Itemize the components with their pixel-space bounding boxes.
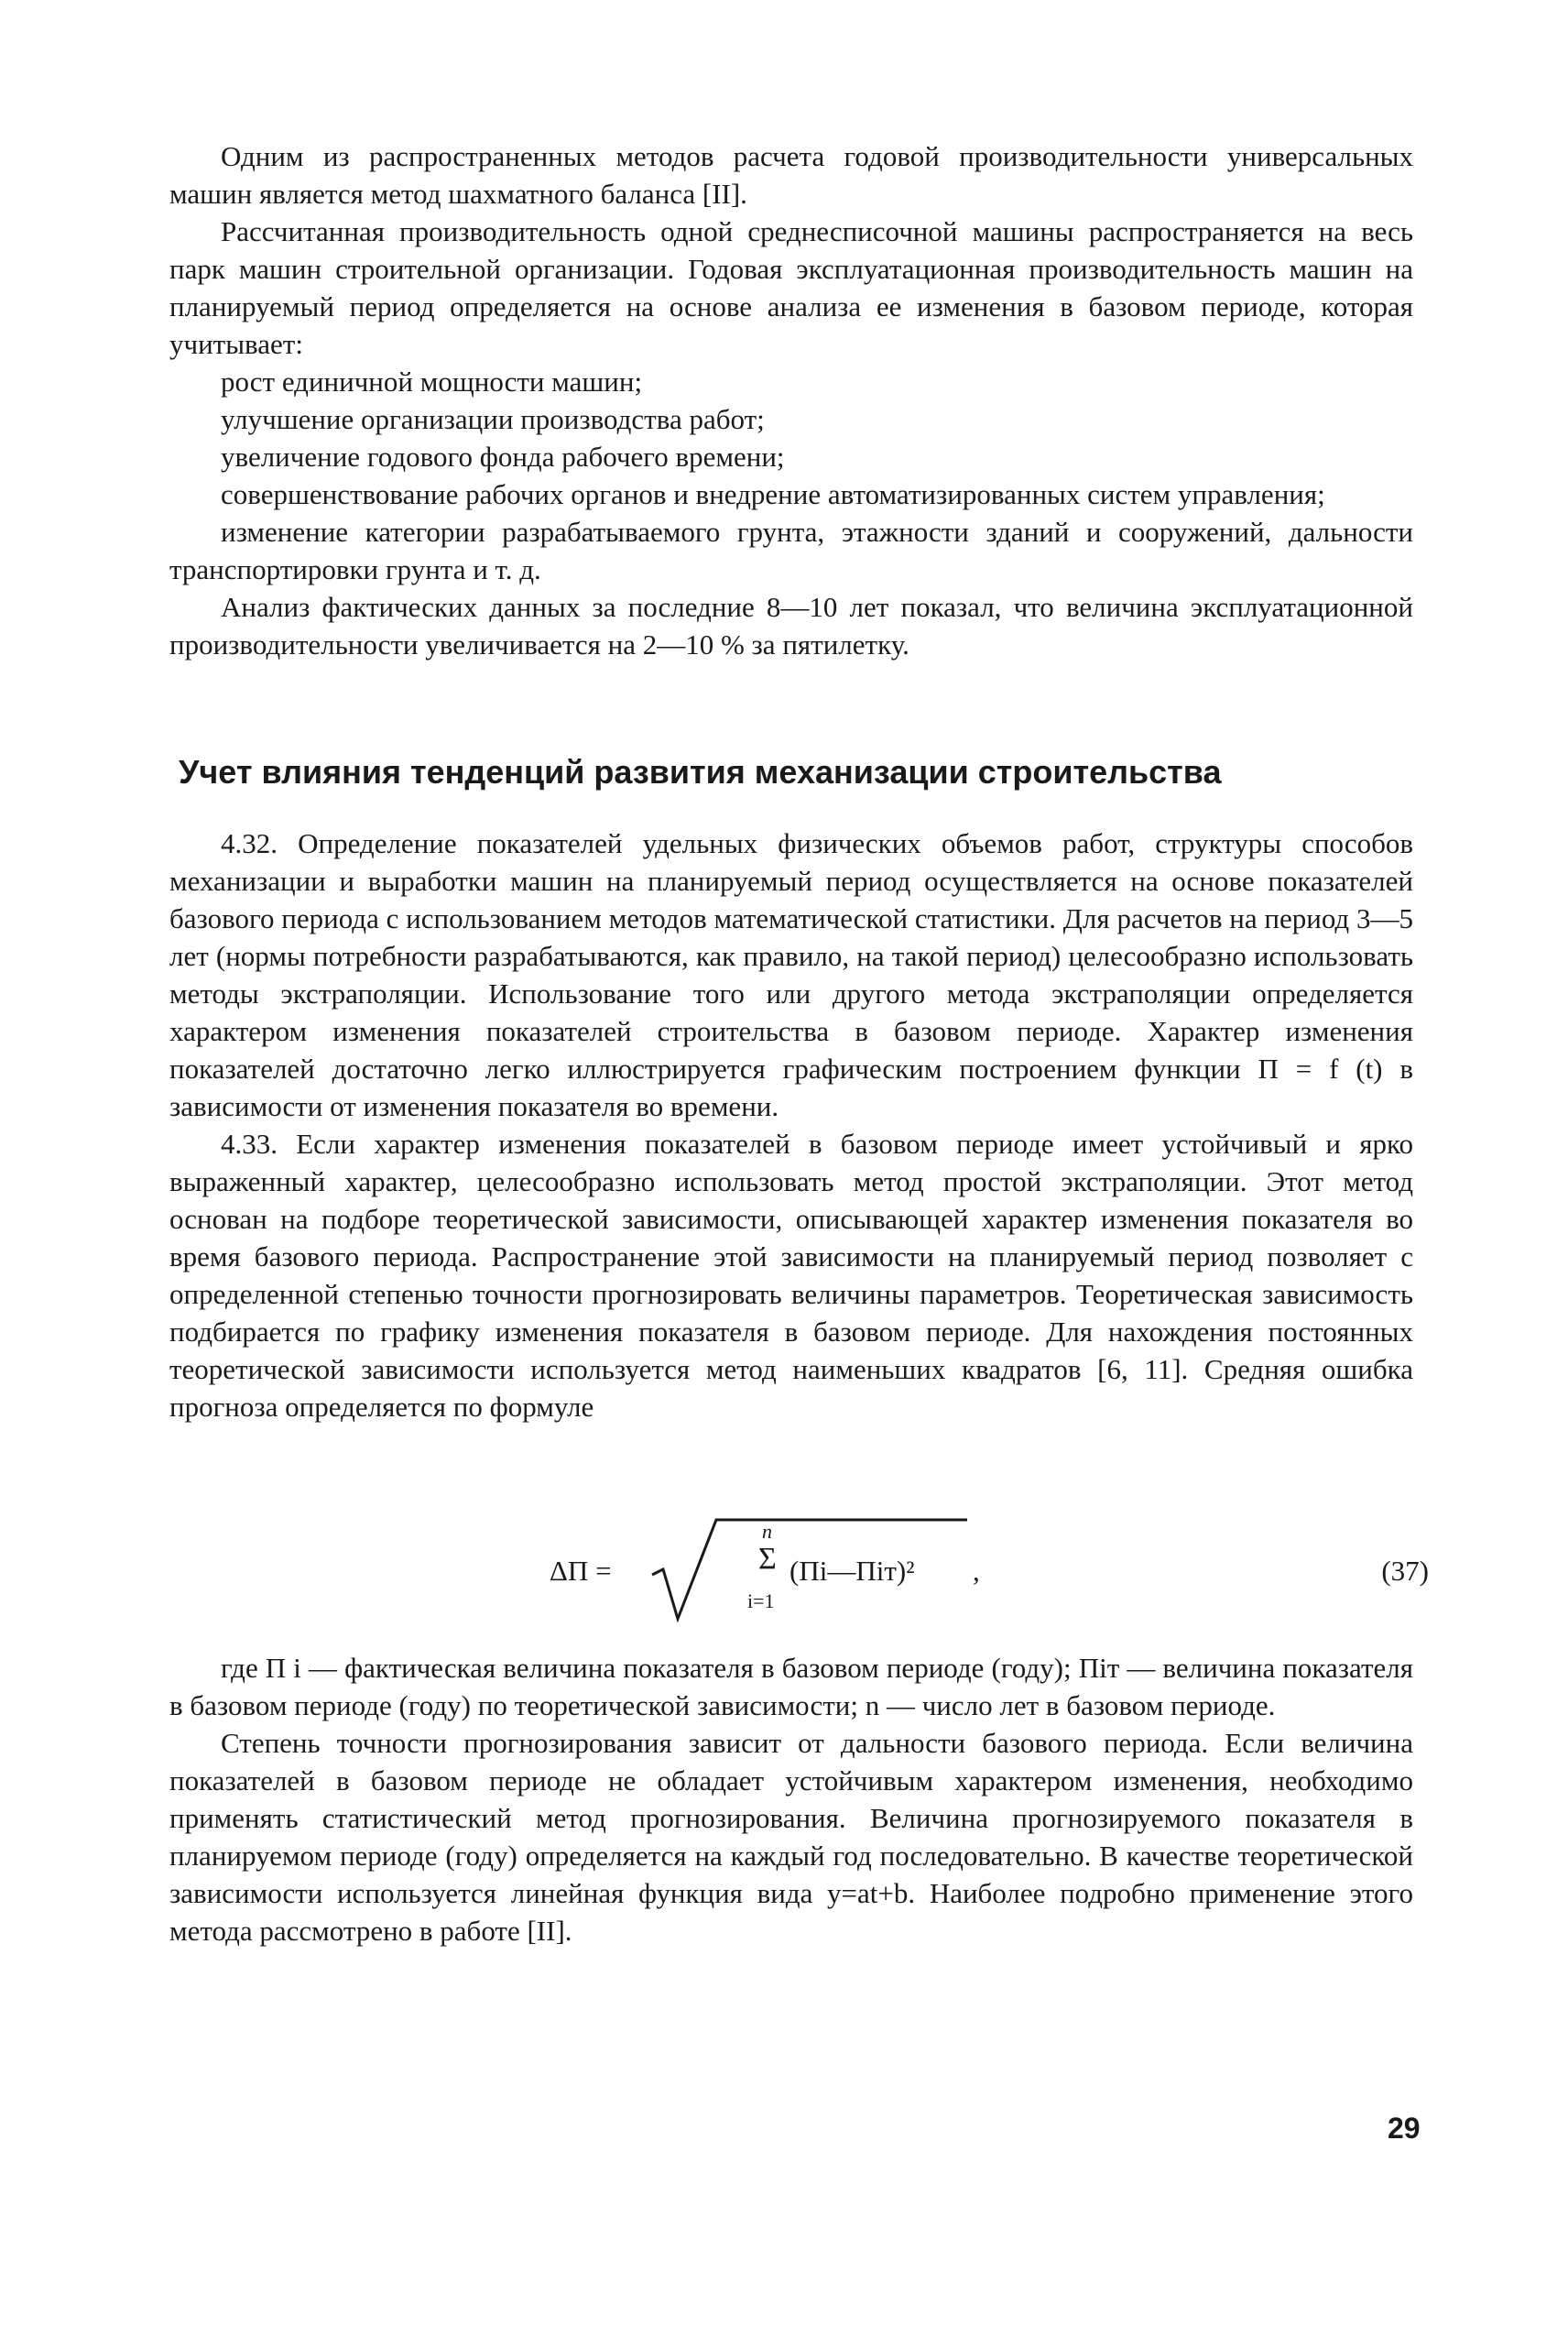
formula-comma: ,: [973, 1555, 980, 1587]
intro-paragraph-3: Анализ фактических данных за последние 8—10 лет показал, что величина эксплуатационной производительности увеличивается на 2—10 % за пятилетку.: [169, 591, 1413, 661]
section-block: [169, 824, 1413, 1425]
closing-paragraph: Степень точности прогнозирования зависит от дальности базового периода. Если величина показателей в базовом периоде не обладает устойчивым характером изменения, необходимо применять статистический метод прогнозирования. Величина прогнозируемого показателя в планируемом периоде (году) определяется на каждый год последовательно. В качестве теоретической зависимости используется линейная функция вида y=at+b. Наиболее подробно применение этого метода рассмотрено в работе [II].: [169, 1727, 1413, 1947]
formula-sum-upper: n: [762, 1520, 772, 1543]
paragraph-4-33: 4.33. Если характер изменения показателей в базовом периоде имеет устойчивый и ярко выраженный характер, целесообразно использовать метод простой экстраполяции. Этот метод основан на подборе теоретической зависимости, описывающей характер изменения показателя во время базового периода. Распространение этой зависимости на планируемый период позволяет с определенной степенью точности прогнозировать величины параметров. Теоретическая зависимость подбирается по графику изменения показателя в базовом периоде. Для нахождения постоянных теоретической зависимости используется метод наименьших квадратов [6, 11]. Средняя ошибка прогноза определяется по формуле: [169, 1128, 1413, 1423]
factor-item-3: увеличение годового фонда рабочего времени;: [221, 441, 785, 473]
after-formula-block: [169, 1649, 1413, 1949]
formula-explanation: где П i — фактическая величина показателя в базовом периоде (году); Пiт — величина показателя в базовом периоде (году) по теоретической зависимости; n — число лет в базовом периоде.: [169, 1652, 1413, 1721]
section-heading: Учет влияния тенденций развития механизации строительства: [179, 753, 1222, 791]
paragraph-4-32: 4.32. Определение показателей удельных физических объемов работ, структуры способов механизации и выработки машин на планируемый период осуществляется на основе показателей базового периода с использованием методов математической статистики. Для расчетов на период 3—5 лет (нормы потребности разрабатываются, как правило, на такой период) целесообразно использовать методы экстраполяции. Использование того или другого метода экстраполяции определяется характером изменения показателей строительства в базовом периоде. Характер изменения показателей достаточно легко иллюстрируется графическим построением функции П = f (t) в зависимости от изменения показателя во времени.: [169, 827, 1413, 1122]
page-number: 29: [1388, 2112, 1421, 2145]
factor-item-1: рост единичной мощности машин;: [221, 366, 643, 398]
formula-sum-lower: i=1: [747, 1589, 775, 1612]
factor-item-4: совершенствование рабочих органов и внедрение автоматизированных систем управления;: [221, 478, 1325, 510]
factor-item-2: улучшение организации производства работ;: [221, 403, 765, 435]
factor-item-5: изменение категории разрабатываемого грунта, этажности зданий и сооружений, дальности транспортировки грунта и т. д.: [169, 516, 1413, 585]
formula-sigma: Σ: [758, 1542, 777, 1576]
equation-number: (37): [1381, 1555, 1429, 1587]
intro-paragraph-2: Рассчитанная производительность одной среднесписочной машины распространяется на весь парк машин строительной организации. Годовая эксплуатационная производительность машин на планируемый период определяется на основе анализа ее изменения в базовом периоде, которая учитывает:: [169, 215, 1413, 360]
formula-body: (Пi—Пiт)²: [789, 1555, 915, 1587]
intro-block: [169, 137, 1413, 663]
intro-paragraph-1: Одним из распространенных методов расчета годовой производительности универсальных машин является метод шахматного баланса [II].: [169, 140, 1413, 210]
formula-37: [550, 1516, 1429, 1626]
formula-lhs: ΔП =: [550, 1555, 612, 1587]
